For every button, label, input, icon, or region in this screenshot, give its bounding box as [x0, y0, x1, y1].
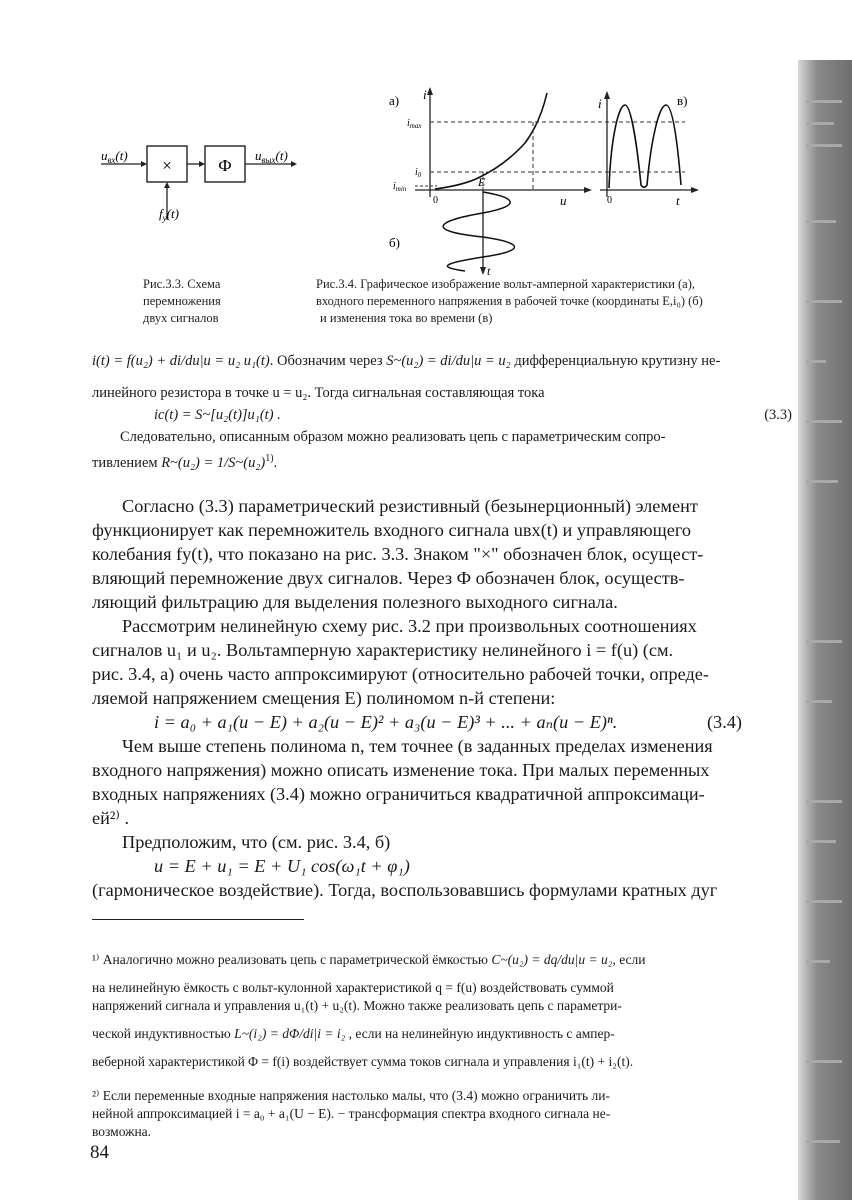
line4-text: Следовательно, описанным образом можно реализовать цепь с параметрическим сопро-: [120, 429, 666, 445]
harmonic-input-equation: u = E + u₁ = E + U₁ cos(ω₁t + φ₁): [154, 856, 410, 876]
panel-a-label: а): [389, 93, 400, 108]
input-voltage-waveform: [443, 192, 514, 271]
equation-3-4-number: (3.4): [706, 712, 742, 732]
footnote-1: ¹⁾ Аналогично можно реализовать цепь с параметрической ёмкостью C~(u₂) = dq/du|u = u₂, если на нелинейную ёмкость с вольт-кулонной характеристикой q = f(u) воздействовать суммой напряжений сигнала и управления u₁(t) + u₂(t). Можно также реализовать цепь с параметри- ческой индуктивностью L~(i₂) = dΦ/di|i = i₂ , если на нелинейную индуктивность с ампер- веберной характеристикой Φ = f(i) воздействует сумма токов сигнала и управления i₁(t) + i₂(t).: [92, 952, 646, 1069]
i0-label: $i_0$: [415, 167, 422, 179]
paragraph-4-line: Предположим, что (см. рис. 3.4, б): [122, 832, 391, 852]
equation-3-4: i = a₀ + a₁(u − E) + a₂(u − E)² + a₃(u − E)³ + ... + aₙ(u − E)ⁿ. (3.4): [154, 712, 742, 732]
axis-t-c-label: t: [676, 193, 680, 208]
paragraph-1-line: вляющий перемножение двух сигналов. Через Ф обозначен блок, осуществ-: [92, 568, 685, 588]
imin-label: $i_{min}$: [393, 181, 407, 193]
origin-zero-c: 0: [607, 195, 612, 206]
equation-3-3-number: (3.3): [764, 407, 792, 423]
formula-line-1: [92, 350, 792, 382]
footnote-2: ²⁾ Если переменные входные напряжения настолько малы, что (3.4) можно ограничить ли- нейной аппроксимацией i = a₀ + a₁(U − E). − трансформация спектра входного сигнала не- возможна.: [92, 1088, 611, 1139]
paragraph-3-line: входного напряжения) можно описать изменение тока. При малых переменных: [92, 760, 710, 780]
axis-u-label: u: [560, 193, 567, 208]
page-number: 84: [90, 1142, 109, 1163]
figure-3-4-caption: Рис.3.4. Графическое изображение вольт-амперной характеристики (а), входного переменного напряжения в рабочей точке (координаты E,i₀) (б) и изменения тока во времени (в): [316, 277, 703, 325]
main-text-block: [92, 494, 792, 902]
footnote-separator: [92, 919, 304, 920]
paragraph-3-line: входных напряжениях (3.4) можно ограничиться квадратичной аппроксимаци-: [92, 784, 705, 804]
origin-zero: 0: [433, 195, 438, 206]
figure-3-3-caption: Рис.3.3. Схема перемножения двух сигналов: [143, 277, 221, 325]
panel-c-label: в): [677, 93, 688, 108]
paragraph-3-line: ей²⁾ .: [92, 808, 130, 828]
paragraph-1-line: ляющий фильтрацию для выделения полезного выходного сигнала.: [92, 592, 618, 612]
current-waveform: [609, 105, 681, 188]
line5-text: тивлением R~(u₂) = $1/S\sim(u_2)^{1)}$.: [92, 453, 278, 471]
paragraph-1-line: колебания fy(t), что показано на рис. 3.3. Знаком "×" обозначен блок, осущест-: [92, 544, 704, 564]
axis-t-label: t: [487, 264, 491, 278]
imax-label: $i_{max}$: [407, 118, 422, 130]
small-text-block: [92, 350, 792, 474]
control-label: $f_y(t)$: [159, 206, 179, 223]
paragraph-2-line: ляемой напряжением смещения E) полиномом n-й степени:: [92, 688, 556, 708]
axis-i-c-label: i: [598, 96, 602, 111]
input-label: $u_{вх}(t)$: [101, 148, 128, 165]
paragraph-1-line: функционирует как перемножитель входного сигнала uвх(t) и управляющего: [92, 520, 692, 540]
multiplier-symbol: ×: [162, 156, 172, 175]
filter-symbol: Ф: [218, 156, 232, 175]
current-formula: i(t) = f(u₂) + di/du|u = u₂ u₁(t): [92, 353, 270, 369]
paragraph-3-line: Чем выше степень полинома n, тем точнее (в заданных пределах изменения: [122, 736, 713, 756]
line1-text: . Обозначим через: [269, 353, 383, 369]
slope-formula: S~(u₂) = di/du|u = u₂: [386, 353, 511, 369]
capacitance-formula: C~(u₂) = dq/du|u = u₂: [491, 952, 613, 967]
equation-3-3: iс(t) = S~[u₂(t)]u₁(t) . (3.3): [92, 404, 792, 426]
paragraph-2-line: Рассмотрим нелинейную схему рис. 3.2 при произвольных соотношениях: [122, 616, 697, 636]
bias-E-label: E: [478, 175, 486, 189]
line1-text2: дифференциальную крутизну не-: [514, 353, 721, 369]
paragraph-2-line: рис. 3.4, а) очень часто аппроксимируют (относительно рабочей точки, опреде-: [92, 664, 709, 684]
inductance-formula: L~(i₂) = dΦ/di|i = i₂: [234, 1026, 346, 1041]
iv-curve: [435, 93, 547, 189]
figure-3-3-diagram: [95, 130, 305, 230]
line2-text: линейного резистора в точке u = u₂. Тогда сигнальная составляющая тока: [92, 385, 545, 401]
adjacent-page-shadow: [798, 60, 852, 1200]
paragraph-1-line: Согласно (3.3) параметрический резистивный (безынерционный) элемент: [122, 496, 698, 516]
axis-i-label: i: [423, 87, 427, 102]
panel-b-label: б): [389, 235, 400, 250]
paragraph-4-line: (гармоническое воздействие). Тогда, воспользовавшись формулами кратных дуг: [92, 880, 718, 900]
output-label: $u_{вых}(t)$: [255, 148, 288, 165]
figure-3-4-graphs: [375, 85, 705, 280]
paragraph-2-line: сигналов u₁ и u₂. Вольтамперную характеристику нелинейного i = f(u) (см.: [92, 640, 674, 660]
